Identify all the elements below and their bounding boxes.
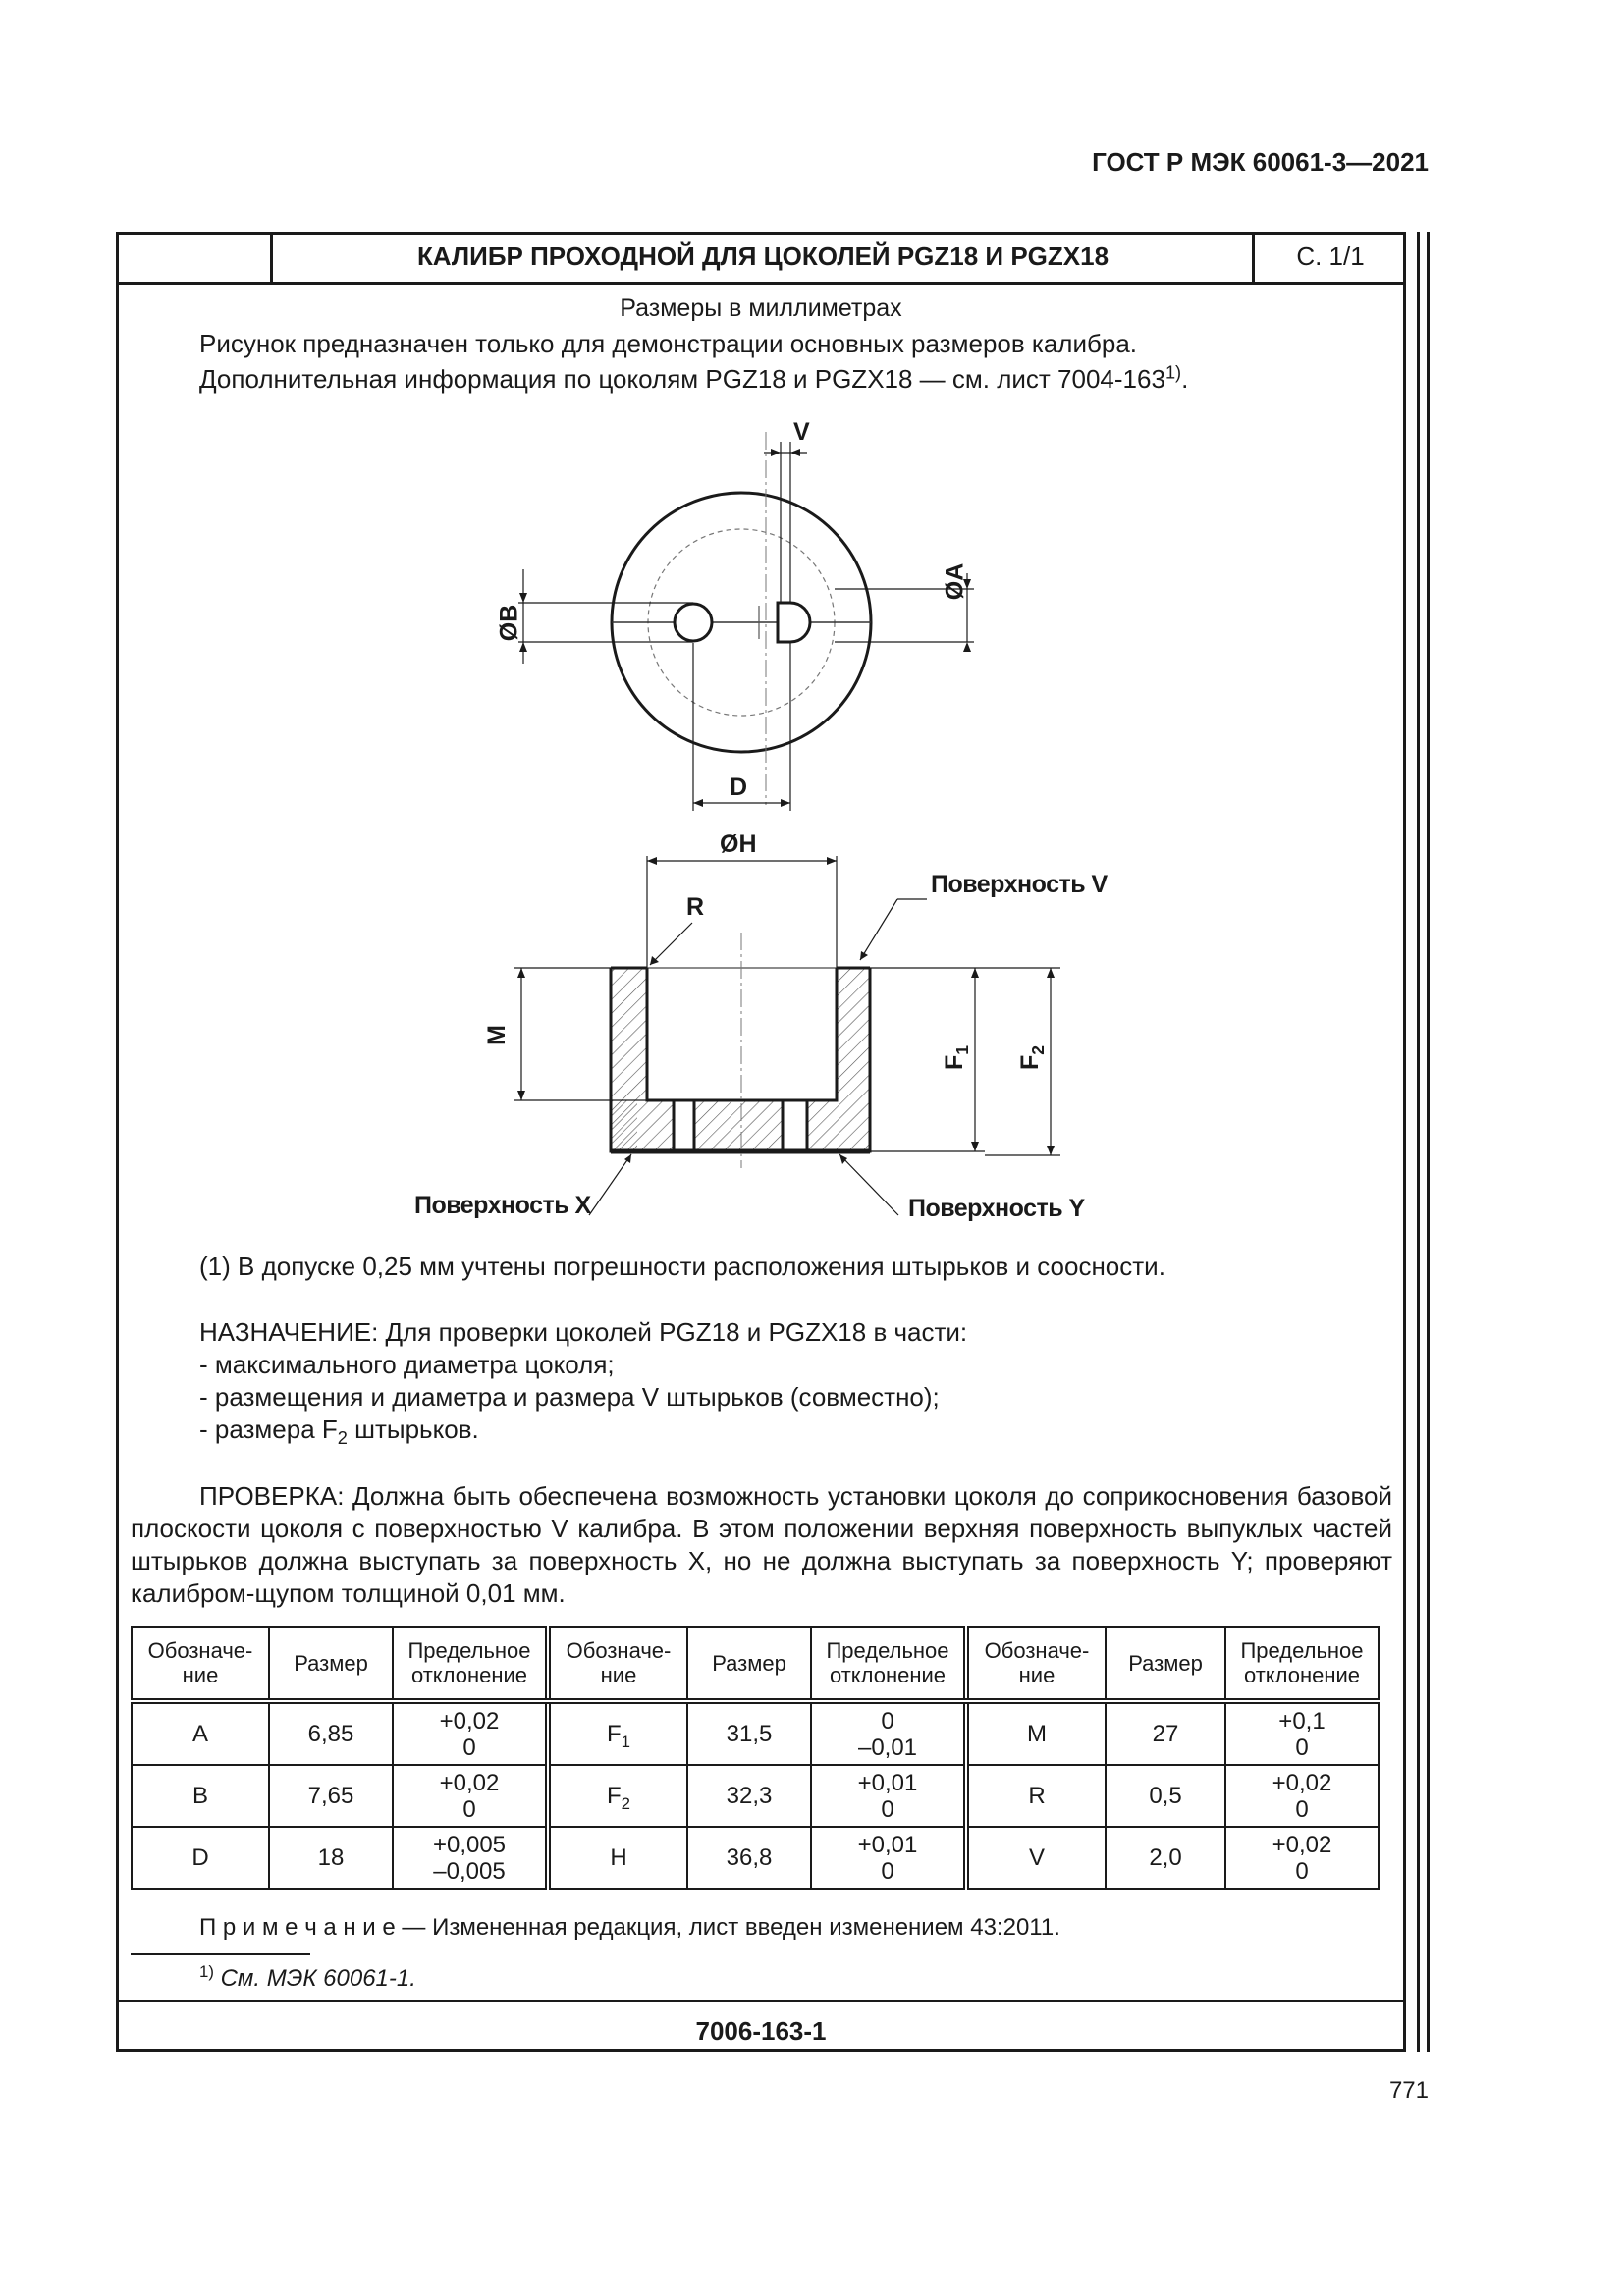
header-designation: Обозначе-ние: [966, 1627, 1106, 1701]
cell-deviation: +0,01 0: [811, 1827, 966, 1889]
cell-size: 0,5: [1106, 1765, 1225, 1827]
top-view: [518, 432, 974, 811]
note-tolerance: (1) В допуске 0,25 мм учтены погрешности расположения штырьков и соосности.: [199, 1252, 1165, 1281]
table-note: П р и м е ч а н и е — Измененная редакция, лист введен изменением 43:2011.: [199, 1914, 1060, 1941]
cell-deviation: +0,01 0: [811, 1765, 966, 1827]
cell-designation: $F_1$: [548, 1701, 687, 1765]
purpose-item-2: - размещения и диаметра и размера V штырьков (совместно);: [199, 1382, 940, 1412]
label-surface-x: Поверхность X: [414, 1192, 591, 1219]
cell-deviation: +0,02 0: [1225, 1765, 1379, 1827]
purpose-item-3: - размера $F_2$ штырьков.: [199, 1415, 479, 1449]
label-surface-v: Поверхность V: [931, 871, 1108, 898]
standard-number: ГОСТ Р МЭК 60061-3—2021: [1092, 147, 1429, 177]
header-deviation: Предельное отклонение: [393, 1627, 548, 1701]
footnote: $^{1)}$ См. МЭК 60061-1.: [199, 1962, 416, 1992]
check-paragraph: ПРОВЕРКА: Должна быть обеспечена возможность установки цоколя до соприкосновения базовой плоскости цоколя с поверхностью V калибра. В этом положении верхняя поверхность выпуклых частей штырьков должна выступать за поверхность X, но не должна выступать за поверхность Y; проверяют калибром-щупом толщиной 0,01 мм.: [131, 1481, 1392, 1608]
cell-deviation: +0,02 0: [393, 1701, 548, 1765]
cell-size: 18: [269, 1827, 393, 1889]
cell-designation: B: [132, 1765, 269, 1827]
cell-designation: D: [132, 1827, 269, 1889]
cell-deviation: +0,02 0: [1225, 1827, 1379, 1889]
purpose-item-1: - максимального диаметра цоколя;: [199, 1350, 615, 1379]
purpose-title: НАЗНАЧЕНИЕ: Для проверки цоколей PGZ18 и PGZX18 в части:: [199, 1317, 968, 1347]
label-f2: $F_2$: [1016, 1044, 1049, 1071]
cell-deviation: +0,005 –0,005: [393, 1827, 548, 1889]
pin-hole-left: [675, 604, 712, 641]
cell-designation: M: [966, 1701, 1106, 1765]
cell-size: 27: [1106, 1701, 1225, 1765]
table-header-row: [132, 1627, 1379, 1701]
header-size: Размер: [1106, 1627, 1225, 1701]
cell-deviation: +0,02 0: [393, 1765, 548, 1827]
header-designation: Обозначе-ние: [548, 1627, 687, 1701]
cell-designation: $F_2$: [548, 1765, 687, 1827]
cell-designation: R: [966, 1765, 1106, 1827]
sheet-code: 7006-163-1: [695, 2016, 827, 2046]
footnote-ref: 1): [1164, 362, 1182, 383]
page-number: 771: [1388, 2077, 1429, 2104]
sheet-page: С. 1/1: [1296, 241, 1365, 271]
table-row: [132, 1701, 1379, 1765]
sheet-title: КАЛИБР ПРОХОДНОЙ ДЛЯ ЦОКОЛЕЙ PGZ18 И PGZX18: [416, 241, 1110, 271]
table-row: [132, 1827, 1379, 1889]
cell-deviation: +0,1 0: [1225, 1701, 1379, 1765]
cell-designation: A: [132, 1701, 269, 1765]
cell-size: 2,0: [1106, 1827, 1225, 1889]
label-r: R: [686, 893, 705, 921]
label-h: ØH: [720, 830, 757, 858]
cell-size: 31,5: [687, 1701, 811, 1765]
pin-hole-right: [778, 603, 810, 642]
header-deviation: Предельное отклонение: [1225, 1627, 1379, 1701]
label-m: M: [482, 1025, 511, 1045]
header-designation: Обозначе-ние: [132, 1627, 269, 1701]
label-surface-y: Поверхность Y: [908, 1195, 1085, 1222]
section-view: [514, 856, 1060, 1215]
header-size: Размер: [269, 1627, 393, 1701]
cell-size: 36,8: [687, 1827, 811, 1889]
label-b: ØB: [495, 604, 523, 642]
cell-designation: H: [548, 1827, 687, 1889]
header-size: Размер: [687, 1627, 811, 1701]
intro-line-2: Дополнительная информация по цоколям PGZ18 и PGZX18 — см. лист 7004-163$^{1)}$.: [199, 362, 1189, 394]
label-d: D: [730, 774, 748, 801]
cell-deviation: 0 –0,01: [811, 1701, 966, 1765]
cell-size: 32,3: [687, 1765, 811, 1827]
cell-size: 6,85: [269, 1701, 393, 1765]
intro-line-1: Рисунок предназначен только для демонстрации основных размеров калибра.: [199, 329, 1138, 358]
dimensions-note: Размеры в миллиметрах: [620, 294, 902, 322]
footnote-rule: [131, 1953, 310, 1955]
header-deviation: Предельное отклонение: [811, 1627, 966, 1701]
label-v: V: [793, 418, 810, 446]
dimensions-table: [131, 1626, 1380, 1890]
label-f1: $F_1$: [941, 1044, 973, 1071]
label-a: ØA: [941, 562, 969, 601]
cell-size: 7,65: [269, 1765, 393, 1827]
cell-designation: V: [966, 1827, 1106, 1889]
table-row: [132, 1765, 1379, 1827]
